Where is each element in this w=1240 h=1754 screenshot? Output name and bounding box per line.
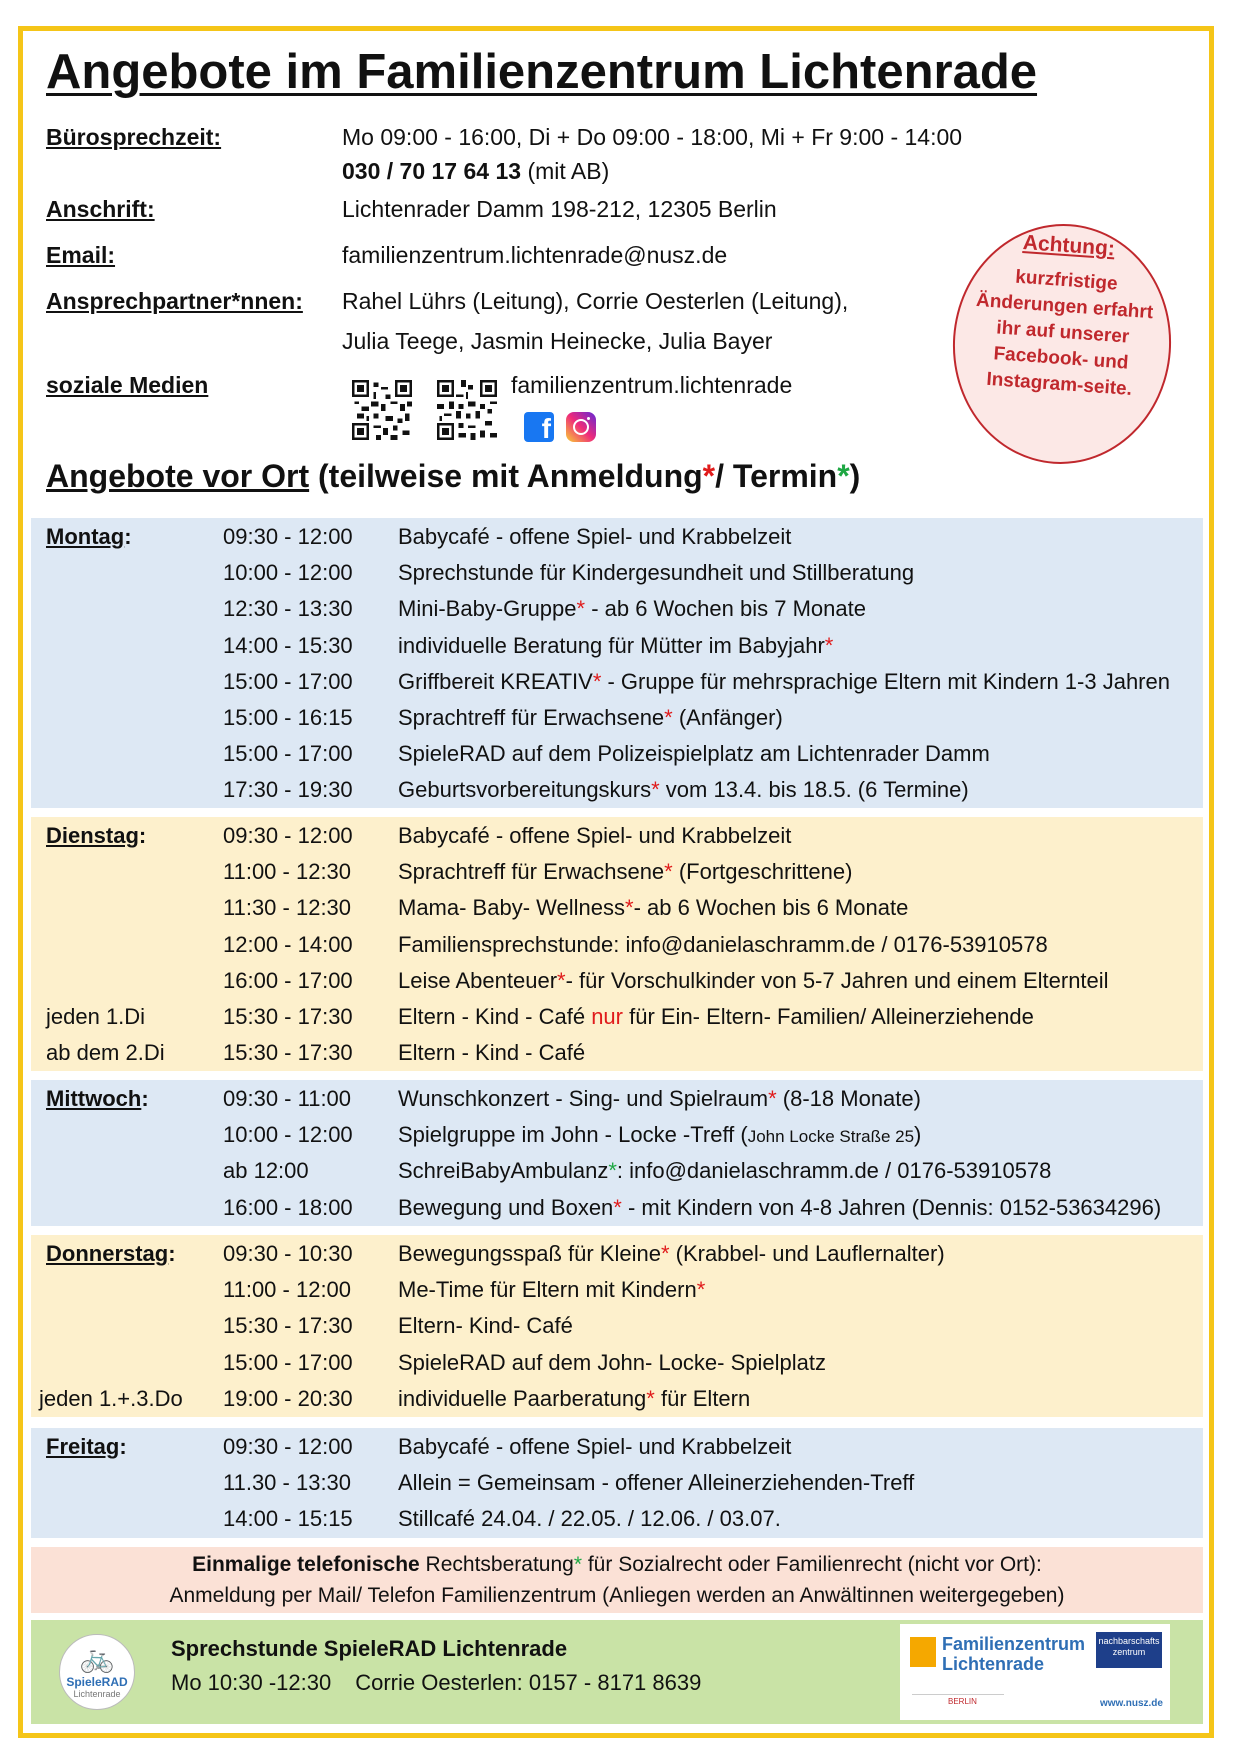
registration-star: * [646, 1385, 655, 1411]
office-hours-value: Mo 09:00 - 16:00, Di + Do 09:00 - 18:00, Mi + Fr 9:00 - 14:00 [342, 124, 963, 150]
schedule-row [31, 1465, 1203, 1501]
spielerad-logo-text: SpieleRAD [66, 1675, 128, 1689]
time-range: 14:00 - 15:30 [223, 632, 353, 658]
schedule-row [31, 1308, 1203, 1344]
schedule-row [31, 700, 1203, 736]
activity-description: individuelle Paarberatung* für Eltern [398, 1385, 751, 1411]
phone-note: (mit AB) [521, 158, 610, 184]
activity-description: Me-Time für Eltern mit Kindern* [398, 1277, 706, 1303]
green-star: * [837, 458, 850, 494]
schedule-friday [31, 1428, 1203, 1538]
legal-star: * [573, 1553, 583, 1576]
schedule-row [31, 1272, 1203, 1308]
website-url[interactable]: www.nusz.de [1100, 1698, 1163, 1709]
partner-logos: BERLIN [912, 1694, 1004, 1709]
facebook-icon[interactable]: f [524, 412, 554, 442]
day-name-monday: Montag: [46, 524, 132, 549]
activity-description: SpieleRAD auf dem John- Locke- Spielplatz [398, 1349, 827, 1375]
time-range: 15:30 - 17:30 [223, 1040, 353, 1066]
day-name-tuesday: Dienstag: [46, 823, 147, 848]
time-range: 17:30 - 19:30 [223, 777, 353, 803]
day-name-thursday: Donnerstag: [46, 1241, 176, 1266]
schedule-row [31, 818, 1203, 854]
schedule-tuesday [31, 817, 1203, 1071]
time-range: 09:30 - 11:00 [223, 1086, 352, 1111]
registration-star: * [664, 705, 673, 730]
page-title: Angebote im Familienzentrum Lichtenrade [46, 45, 1038, 99]
notice-text: kurzfristige Änderungen erfahrt ihr auf unserer Facebook- und Instagram-seite. [975, 266, 1154, 400]
spielerad-logo-sub: Lichtenrade [73, 1689, 121, 1699]
activity-description: Geburtsvorbereitungskurs* vom 13.4. bis 18.5. (6 Termine) [398, 777, 969, 803]
highlight-text: nur [591, 1004, 623, 1029]
legal-advice-box [31, 1547, 1203, 1613]
registration-star: * [768, 1086, 777, 1111]
section-title-main: Angebote vor Ort [46, 458, 310, 494]
activity-description: Sprachtreff für Erwachsene* (Fortgeschrittene) [398, 859, 853, 885]
activity-description: Eltern- Kind- Café [398, 1313, 573, 1339]
contacts-line1: Rahel Lührs (Leitung), Corrie Oesterlen (Leitung), [342, 288, 849, 314]
schedule-row [31, 1501, 1203, 1537]
activity-description: Eltern - Kind - Café nur für Ein- Eltern- Familien/ Alleinerziehende [398, 1004, 1034, 1029]
activity-description: SpieleRAD auf dem Polizeispielplatz am Lichtenrader Damm [398, 741, 990, 767]
schedule-monday [31, 518, 1203, 808]
schedule-row [31, 1035, 1203, 1071]
registration-star: * [625, 895, 634, 921]
schedule-row [31, 519, 1203, 555]
schedule-row [31, 854, 1203, 890]
contacts-label: Ansprechpartner*nnen: [46, 288, 303, 314]
activity-description: individuelle Beratung für Mütter im Babyjahr* [398, 632, 834, 658]
appointment-star: * [608, 1158, 617, 1184]
address-value: Lichtenrader Damm 198-212, 12305 Berlin [342, 196, 777, 222]
schedule-row [31, 1190, 1203, 1226]
time-range: ab 12:00 [223, 1158, 309, 1184]
activity-description: Eltern - Kind - Café [398, 1040, 586, 1066]
registration-star: * [696, 1277, 706, 1303]
social-label: soziale Medien [46, 372, 209, 398]
notice-title: Achtung: [1022, 231, 1116, 261]
time-range: 15:00 - 17:00 [223, 668, 353, 694]
activity-description: Bewegungsspaß für Kleine* (Krabbel- und Lauflernalter) [398, 1241, 945, 1266]
logo-name-line1: Familienzentrum [942, 1634, 1086, 1654]
social-handle: familienzentrum.lichtenrade [511, 372, 793, 398]
time-range: 16:00 - 17:00 [223, 967, 353, 993]
schedule-row [31, 927, 1203, 963]
schedule-row [31, 736, 1203, 772]
red-star: * [702, 458, 716, 494]
schedule-row [31, 1429, 1203, 1465]
activity-description: Spielgruppe im John - Locke -Treff (John Locke Straße 25) [398, 1122, 922, 1148]
time-range: 12:30 - 13:30 [223, 596, 353, 622]
phone-number: 030 / 70 17 64 13 [342, 158, 522, 184]
activity-description: Wunschkonzert - Sing- und Spielraum* (8-18 Monate) [398, 1086, 921, 1111]
registration-star: * [557, 967, 566, 993]
legal-text-end: für Sozialrecht oder Familienrecht (nicht vor Ort): [582, 1553, 1042, 1576]
day-name-wednesday: Mittwoch: [46, 1086, 149, 1111]
bicycle-icon: 🚲 [79, 1642, 115, 1673]
time-range: 15:00 - 16:15 [223, 705, 353, 730]
activity-description: Babycafé - offene Spiel- und Krabbelzeit [398, 823, 792, 848]
schedule-row [31, 1236, 1203, 1272]
time-range: 19:00 - 20:30 [223, 1385, 353, 1411]
schedule-row [31, 591, 1203, 627]
activity-description: Mini-Baby-Gruppe* - ab 6 Wochen bis 7 Monate [398, 596, 866, 622]
qr-code-facebook-icon[interactable] [352, 380, 412, 440]
activity-description: Stillcafé 24.04. / 22.05. / 12.06. / 03.07. [398, 1506, 781, 1532]
time-range: 10:00 - 12:00 [223, 1122, 353, 1148]
registration-star: * [613, 1194, 622, 1220]
section-title [46, 458, 860, 495]
schedule-row [31, 999, 1203, 1035]
schedule-row [31, 772, 1203, 808]
activity-description: Sprechstunde für Kindergesundheit und Stillberatung [398, 560, 915, 586]
registration-star: * [576, 596, 586, 622]
time-range: 12:00 - 14:00 [223, 931, 353, 957]
row-frequency-label: jeden 1.+.3.Do [39, 1385, 183, 1411]
row-frequency-label: jeden 1.Di [46, 1004, 146, 1029]
section-title-part2: / Termin [715, 458, 838, 494]
registration-star: * [660, 1241, 670, 1266]
time-range: 11:00 - 12:00 [223, 1277, 352, 1303]
time-range: 09:30 - 12:00 [223, 524, 353, 549]
activity-description: Allein = Gemeinsam - offener Alleinerziehenden-Treff [398, 1470, 915, 1496]
activity-description: Familiensprechstunde: info@danielaschramm.de / 0176-53910578 [398, 931, 1048, 957]
schedule-row [31, 1153, 1203, 1189]
section-title-part3: ) [849, 458, 861, 494]
email-label: Email: [46, 242, 116, 268]
time-range: 15:00 - 17:00 [223, 741, 353, 767]
activity-description: Griffbereit KREATIV* - Gruppe für mehrsprachige Eltern mit Kindern 1-3 Jahren [398, 668, 1170, 694]
nachbarschaftszentrum-badge: nachbarschafts zentrum [1096, 1632, 1162, 1668]
schedule-row [31, 1117, 1203, 1153]
time-range: 16:00 - 18:00 [223, 1194, 353, 1220]
spielerad-time: Mo 10:30 -12:30 [171, 1670, 332, 1695]
address-label: Anschrift: [46, 196, 155, 222]
spielerad-logo [59, 1634, 135, 1710]
time-range: 15:00 - 17:00 [223, 1349, 353, 1375]
schedule-row [31, 890, 1203, 926]
time-range: 11.30 - 13:30 [223, 1470, 352, 1496]
time-range: 11:30 - 12:30 [223, 895, 352, 921]
legal-line-1 [31, 1549, 1203, 1580]
section-title-part1: (teilweise mit Anmeldung [309, 458, 703, 494]
logo-square-icon [910, 1637, 936, 1667]
familienzentrum-logo [900, 1624, 1170, 1720]
time-range: 14:00 - 15:15 [223, 1506, 353, 1532]
day-name-friday: Freitag: [46, 1434, 127, 1459]
legal-text: Rechtsberatung [419, 1553, 574, 1576]
time-range: 10:00 - 12:00 [223, 560, 353, 586]
contacts-line2: Julia Teege, Jasmin Heinecke, Julia Bayer [342, 328, 773, 354]
logo-name-line2: Lichtenrade [942, 1654, 1045, 1674]
activity-description: SchreiBabyAmbulanz*: info@danielaschramm.de / 0176-53910578 [398, 1158, 1052, 1184]
spielerad-contact: Corrie Oesterlen: 0157 - 8171 8639 [355, 1670, 702, 1695]
registration-star: * [824, 632, 834, 658]
registration-star: * [592, 668, 602, 694]
activity-description: Babycafé - offene Spiel- und Krabbelzeit [398, 1434, 792, 1459]
row-frequency-label: ab dem 2.Di [46, 1040, 165, 1066]
legal-bold: Einmalige telefonische [192, 1553, 420, 1576]
activity-description: Bewegung und Boxen* - mit Kindern von 4-8 Jahren (Dennis: 0152-53634296) [398, 1194, 1162, 1220]
registration-star: * [664, 859, 673, 885]
time-range: 09:30 - 10:30 [223, 1241, 353, 1266]
activity-description: Babycafé - offene Spiel- und Krabbelzeit [398, 524, 792, 549]
schedule-row [31, 1081, 1203, 1117]
schedule-thursday [31, 1235, 1203, 1417]
office-hours-label: Bürosprechzeit: [46, 124, 222, 150]
schedule-wednesday [31, 1080, 1203, 1226]
registration-star: * [651, 777, 660, 803]
time-range: 15:30 - 17:30 [223, 1004, 353, 1029]
schedule-row [31, 1345, 1203, 1381]
schedule-row [31, 555, 1203, 591]
schedule-row [31, 664, 1203, 700]
activity-description: Sprachtreff für Erwachsene* (Anfänger) [398, 705, 783, 730]
time-range: 15:30 - 17:30 [223, 1313, 353, 1339]
legal-line-2: Anmeldung per Mail/ Telefon Familienzentrum (Anliegen werden an Anwältinnen weitergegeben) [169, 1584, 1065, 1607]
schedule-row [31, 628, 1203, 664]
activity-description: Leise Abenteuer*- für Vorschulkinder von 5-7 Jahren und einem Elternteil [398, 967, 1109, 993]
spielerad-hours [171, 1670, 701, 1696]
time-range: 11:00 - 12:30 [223, 859, 352, 885]
time-range: 09:30 - 12:00 [223, 823, 353, 848]
qr-code-instagram-icon[interactable] [437, 380, 497, 440]
email-value: familienzentrum.lichtenrade@nusz.de [342, 242, 728, 268]
activity-description: Mama- Baby- Wellness*- ab 6 Wochen bis 6 Monate [398, 895, 909, 921]
schedule-row [31, 963, 1203, 999]
schedule-row [31, 1381, 1203, 1417]
instagram-icon[interactable] [566, 412, 596, 442]
spielerad-title: Sprechstunde SpieleRAD Lichtenrade [171, 1636, 568, 1661]
time-range: 09:30 - 12:00 [223, 1434, 353, 1459]
